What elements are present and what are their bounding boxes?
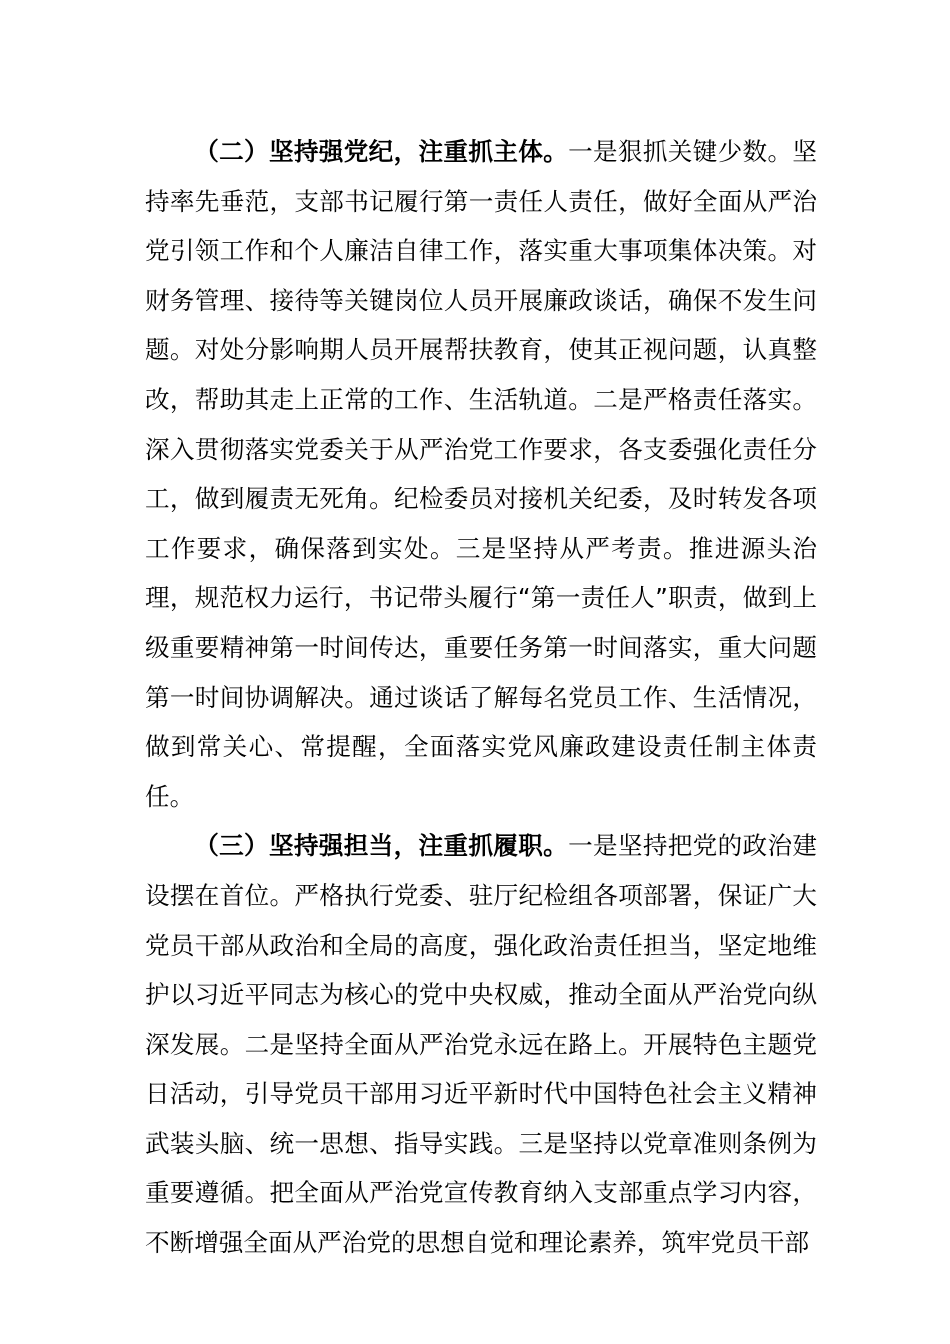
paragraph-2-text: 一是狠抓关键少数。坚持率先垂范，支部书记履行第一责任人责任，做好全面从严治党引领工作和个人廉洁自律工作，落实重大事项集体决策。对财务管理、接待等关键岗位人员开展廉政谈话，确保不发生问题。对处分影响期人员开展帮扶教育，使其正视问题，认真整改，帮助其走上正常的工作、生活轨道。二是严格责任落实。深入贯彻落实党委关于从严治党工作要求，各支委强化责任分工，做到履责无死角。纪检委员对接机关纪委，及时转发各项工作要求，确保落到实处。三是坚持从严考责。推进源头治理，规范权力运行，书记带头履行“第一责任人”职责，做到上级重要精神第一时间传达，重要任务第一时间落实，重大问题第一时间协调解决。通过谈话了解每名党员工作、生活情况，做到常关心、常提醒，全面落实党风廉政建设责任制主体责任。 [145, 137, 817, 811]
paragraph-2-heading: （二）坚持强党纪，注重抓主体。 [194, 137, 569, 166]
paragraph-3-text: 一是坚持把党的政治建设摆在首位。严格执行党委、驻厅纪检组各项部署，保证广大党员干部从政治和全局的高度，强化政治责任担当，坚定地维护以习近平同志为核心的党中央权威，推动全面从严治党向纵深发展。二是坚持全面从严治党永远在路上。开展特色主题党日活动，引导党员干部用习近平新时代中国特色社会主义精神武装头脑、统一思想、指导实践。三是坚持以党章准则条例为重要遵循。把全面从严治党宣传教育纳入支部重点学习内容，不断增强全面从严治党的思想自觉和理论素养，筑牢党员干部 [145, 831, 817, 1258]
paragraph-3-heading: （三）坚持强担当，注重抓履职。 [194, 831, 569, 861]
document-body [145, 127, 817, 1268]
paragraph-2 [145, 127, 817, 821]
paragraph-3 [145, 821, 817, 1267]
